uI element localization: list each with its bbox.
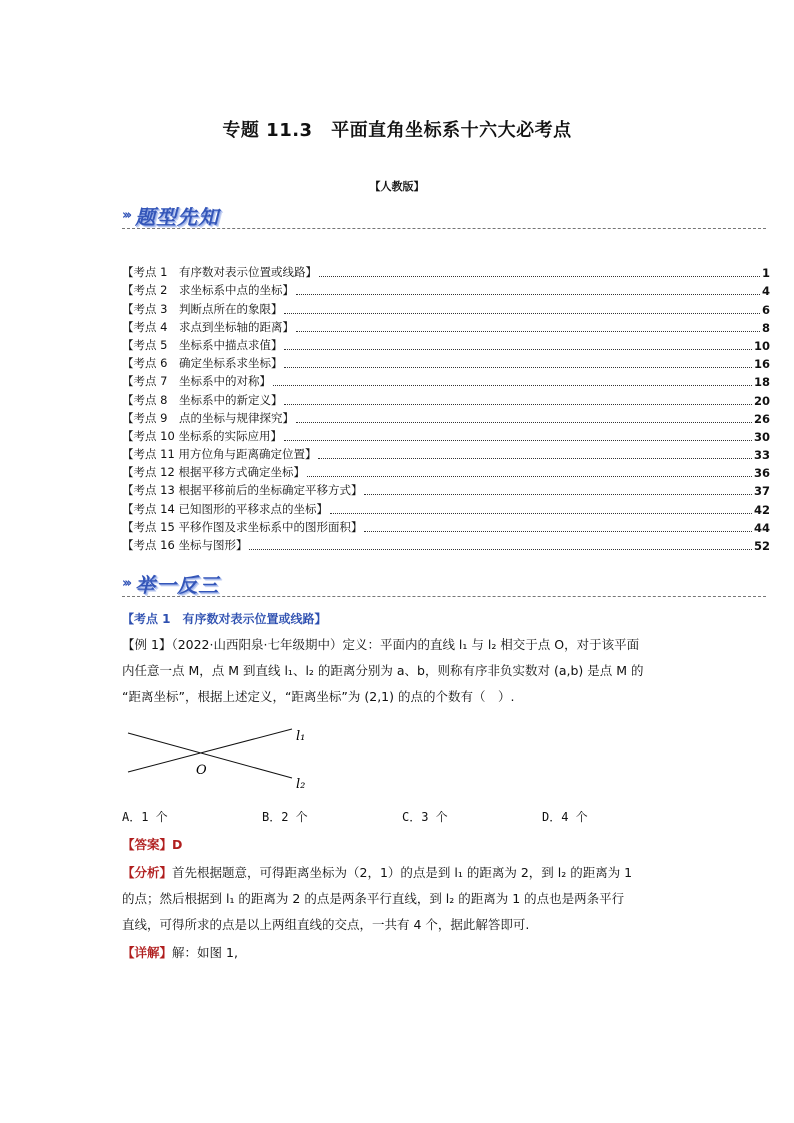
toc-item-label: 【考点 12 根据平移方式确定坐标】	[122, 465, 305, 480]
example-line-1: （2022·山西阳泉·七年级期中）定义：平面内的直线 l₁ 与 l₂ 相交于点 O，对于该平面	[171, 637, 640, 652]
toc-item-label: 【考点 2 求坐标系中点的坐标】	[122, 283, 294, 298]
toc-item[interactable]	[122, 462, 770, 480]
label-o: O	[196, 763, 207, 778]
toc-item-page: 4	[761, 284, 770, 299]
toc-leader-dots	[330, 513, 752, 514]
toc-item-label: 【考点 9 点的坐标与规律探究】	[122, 410, 294, 425]
label-l2: l₂	[296, 777, 306, 792]
toc-item-page: 16	[753, 357, 770, 372]
toc-item-page: 6	[761, 302, 770, 317]
toc-leader-dots	[318, 458, 752, 459]
toc-item[interactable]	[122, 280, 770, 298]
banner-preview-text: 题型先知	[135, 204, 220, 229]
toc-leader-dots	[284, 313, 760, 314]
page-title: 专题 11.3 平面直角坐标系十六大必考点	[222, 120, 572, 141]
triple-arrow-icon: ›››	[122, 207, 130, 223]
toc-item-page: 36	[753, 466, 770, 481]
toc-leader-dots	[319, 276, 760, 277]
toc-leader-dots	[364, 531, 752, 532]
analysis-line-3: 直线，可得所求的点是以上两组直线的交点，一共有 4 个，据此解答即可.	[122, 917, 530, 932]
edition-label: 【人教版】	[369, 180, 425, 193]
toc-item[interactable]	[122, 371, 770, 389]
toc-item-label: 【考点 15 平移作图及求坐标系中的图形面积】	[122, 519, 363, 534]
option-b: B．2 个	[262, 810, 308, 824]
toc-leader-dots	[249, 549, 752, 550]
banner-practice-text: 举一反三	[135, 572, 220, 597]
toc-item-page: 37	[753, 484, 770, 499]
detail-tag: 【详解】	[122, 945, 173, 960]
toc-item[interactable]	[122, 353, 770, 371]
toc-item-page: 30	[753, 429, 770, 444]
toc-item[interactable]	[122, 535, 770, 553]
toc-item-label: 【考点 4 求点到坐标轴的距离】	[122, 319, 294, 334]
toc-leader-dots	[284, 440, 752, 441]
label-l1: l₁	[296, 729, 306, 744]
analysis-line-2: 的点；然后根据到 l₁ 的距离为 2 的点是两条平行直线，到 l₂ 的距离为 1 的点也是两条平行	[122, 891, 625, 906]
toc-item[interactable]	[122, 480, 770, 498]
toc-item[interactable]	[122, 444, 770, 462]
banner-practice	[122, 568, 219, 598]
toc-item-page: 10	[753, 338, 770, 353]
section-heading: 【考点 1 有序数对表示位置或线路】	[122, 612, 327, 626]
toc-item-label: 【考点 8 坐标系中的新定义】	[122, 392, 283, 407]
toc-item-label: 【考点 10 坐标系的实际应用】	[122, 428, 282, 443]
line-l1	[128, 729, 292, 772]
toc-item[interactable]	[122, 317, 770, 335]
analysis-tag: 【分析】	[122, 865, 173, 880]
toc-item-page: 52	[753, 539, 770, 553]
detail-text: 解：如图 1,	[172, 945, 238, 960]
analysis-line-1: 首先根据题意，可得距离坐标为（2，1）的点是到 l₁ 的距离为 2，到 l₂ 的距离为 1	[172, 865, 633, 880]
toc-leader-dots	[364, 494, 752, 495]
banner-preview	[122, 200, 219, 230]
toc-leader-dots	[296, 294, 760, 295]
toc-item-label: 【考点 14 已知图形的平移求点的坐标】	[122, 501, 328, 516]
option-d: D．4 个	[542, 810, 588, 824]
intersecting-lines-figure	[124, 724, 324, 796]
table-of-contents	[122, 262, 770, 553]
toc-leader-dots	[296, 331, 760, 332]
example-question	[122, 632, 674, 710]
example-line-3: “距离坐标”，根据上述定义，“距离坐标”为 (2,1) 的点的个数有（ ）.	[122, 689, 515, 704]
toc-item-label: 【考点 11 用方位角与距离确定位置】	[122, 447, 317, 462]
triple-arrow-icon: ›››	[122, 575, 130, 591]
detail-line	[122, 940, 674, 966]
toc-item-page: 44	[753, 520, 770, 535]
toc-item[interactable]	[122, 517, 770, 535]
toc-item-label: 【考点 13 根据平移前后的坐标确定平移方式】	[122, 483, 363, 498]
toc-item[interactable]	[122, 335, 770, 353]
toc-item[interactable]	[122, 262, 770, 280]
toc-item-page: 33	[753, 448, 770, 463]
toc-leader-dots	[273, 385, 752, 386]
toc-item-label: 【考点 7 坐标系中的对称】	[122, 374, 271, 389]
toc-item-page: 20	[753, 393, 770, 408]
example-line-2: 内任意一点 M，点 M 到直线 l₁、l₂ 的距离分别为 a、b，则称有序非负实数对 (a,b) 是点 M 的	[122, 663, 644, 678]
toc-leader-dots	[284, 367, 752, 368]
toc-leader-dots	[284, 349, 752, 350]
toc-item[interactable]	[122, 389, 770, 407]
toc-leader-dots	[307, 476, 752, 477]
toc-leader-dots	[296, 422, 752, 423]
line-l2	[128, 733, 292, 778]
toc-item-page: 18	[753, 375, 770, 390]
toc-item-page: 26	[753, 411, 770, 426]
toc-item-page: 42	[753, 502, 770, 517]
answer-tag: 【答案】	[122, 837, 173, 852]
toc-item-label: 【考点 3 判断点所在的象限】	[122, 301, 283, 316]
toc-item-label: 【考点 16 坐标与图形】	[122, 538, 248, 552]
answer-options	[122, 808, 682, 825]
toc-item[interactable]	[122, 298, 770, 316]
toc-item-label: 【考点 1 有序数对表示位置或线路】	[122, 265, 317, 280]
toc-item-label: 【考点 6 确定坐标系求坐标】	[122, 356, 283, 371]
toc-item[interactable]	[122, 426, 770, 444]
toc-item[interactable]	[122, 498, 770, 516]
divider	[122, 228, 766, 229]
divider	[122, 596, 766, 597]
toc-item[interactable]	[122, 408, 770, 426]
answer-value: D	[172, 837, 183, 852]
example-tag: 【例 1】	[122, 637, 172, 652]
toc-item-page: 8	[761, 320, 770, 335]
analysis-block	[122, 860, 674, 938]
answer-line	[122, 832, 674, 858]
toc-item-label: 【考点 5 坐标系中描点求值】	[122, 337, 283, 352]
option-c: C．3 个	[402, 810, 448, 824]
toc-item-page: 1	[761, 266, 770, 281]
option-a: A．1 个	[122, 810, 168, 824]
toc-leader-dots	[284, 404, 752, 405]
